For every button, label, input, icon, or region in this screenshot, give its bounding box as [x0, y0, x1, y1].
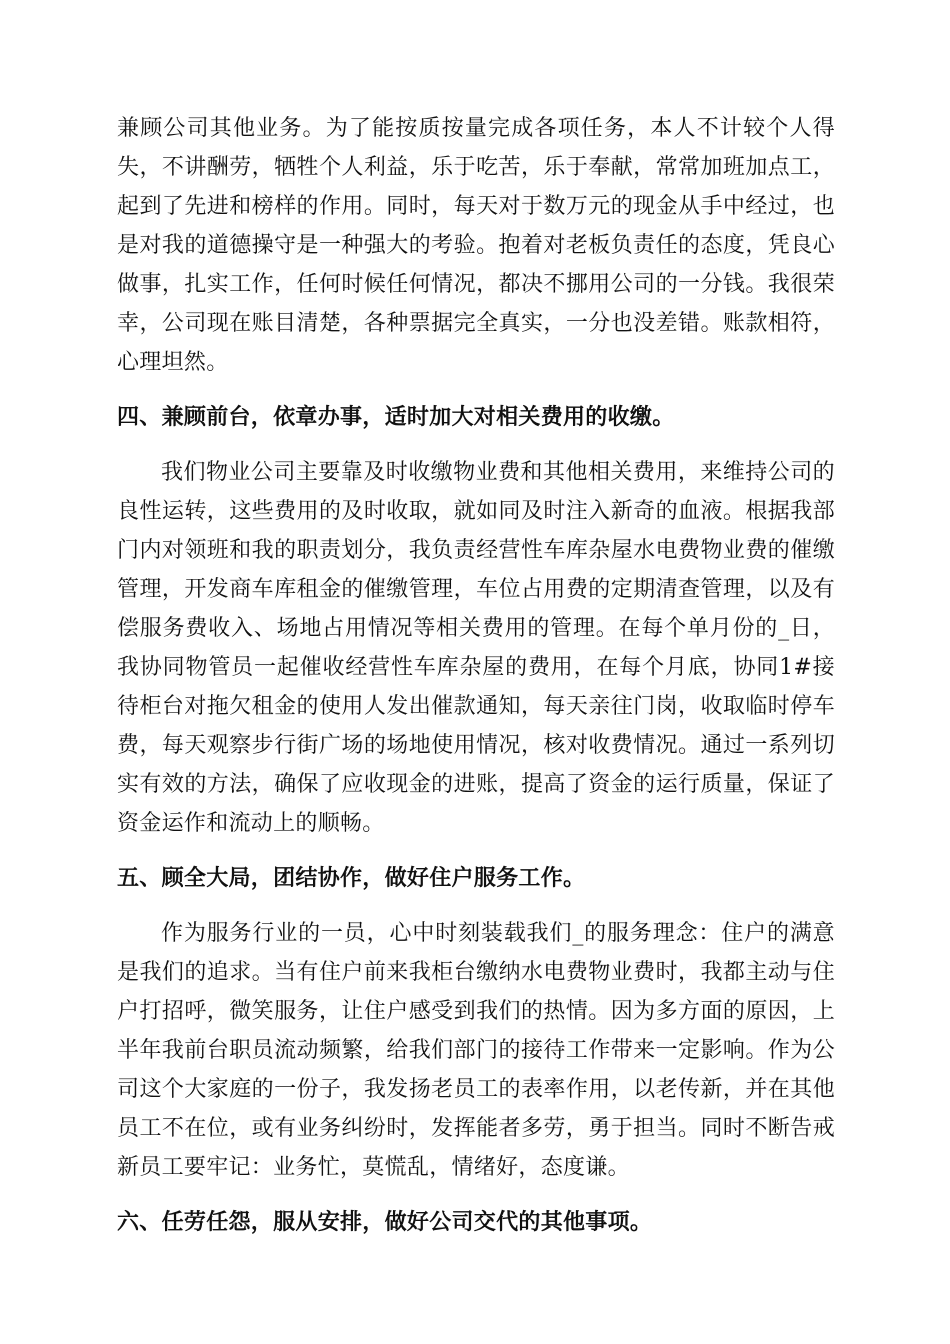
paragraph-fee-collection: 我们物业公司主要靠及时收缴物业费和其他相关费用，来维持公司的良性运转，这些费用的及时收取，就如同及时注入新奇的血液。根据我部门内对领班和我的职责划分，我负责经营性车库杂屋水电费物业费的催缴管理，开发商车库租金的催缴管理，车位占用费的定期清查管理，以及有偿服务费收入、场地占用情况等相关费用的管理。在每个单月份的_日，我协同物管员一起催收经营性车库杂屋的费用，在每个月底，协同1#接待柜台对拖欠租金的使用人发出催款通知，每天亲往门岗，收取临时停车费，每天观察步行街广场的场地使用情况，核对收费情况。通过一系列切实有效的方法，确保了应收现金的进账，提高了资金的运行质量，保证了资金运作和流动上的顺畅。	[117, 460, 835, 836]
paragraph-continuation: 兼顾公司其他业务。为了能按质按量完成各项任务，本人不计较个人得失，不讲酬劳，牺牲个人利益，乐于吃苦，乐于奉献，常常加班加点工，起到了先进和榜样的作用。同时，每天对于数万元的现金从手中经过，也是对我的道德操守是一种强大的考验。抱着对老板负责任的态度，凭良心做事，扎实工作，任何时候任何情况，都决不挪用公司的一分钱。我很荣幸，公司现在账目清楚，各种票据完全真实，一分也没差错。账款相符，心理坦然。	[117, 116, 835, 375]
section-heading-6: 六、任劳任怨，服从安排，做好公司交代的其他事项。	[117, 1210, 653, 1235]
paragraph-resident-service: 作为服务行业的一员，心中时刻装载我们_的服务理念：住户的满意是我们的追求。当有住户前来我柜台缴纳水电费物业费时，我都主动与住户打招呼，微笑服务，让住户感受到我们的热情。因为多方面的原因，上半年我前台职员流动频繁，给我们部门的接待工作带来一定影响。作为公司这个大家庭的一份子，我发扬老员工的表率作用，以老传新，并在其他员工不在位，或有业务纠纷时，发挥能者多劳，勇于担当。同时不断告戒新员工要牢记：业务忙，莫慌乱，情绪好，态度谦。	[117, 921, 835, 1180]
section-heading-5: 五、顾全大局，团结协作，做好住户服务工作。	[117, 866, 586, 891]
section-heading-4: 四、兼顾前台，依章办事，适时加大对相关费用的收缴。	[117, 405, 675, 430]
document-page	[117, 109, 835, 1258]
